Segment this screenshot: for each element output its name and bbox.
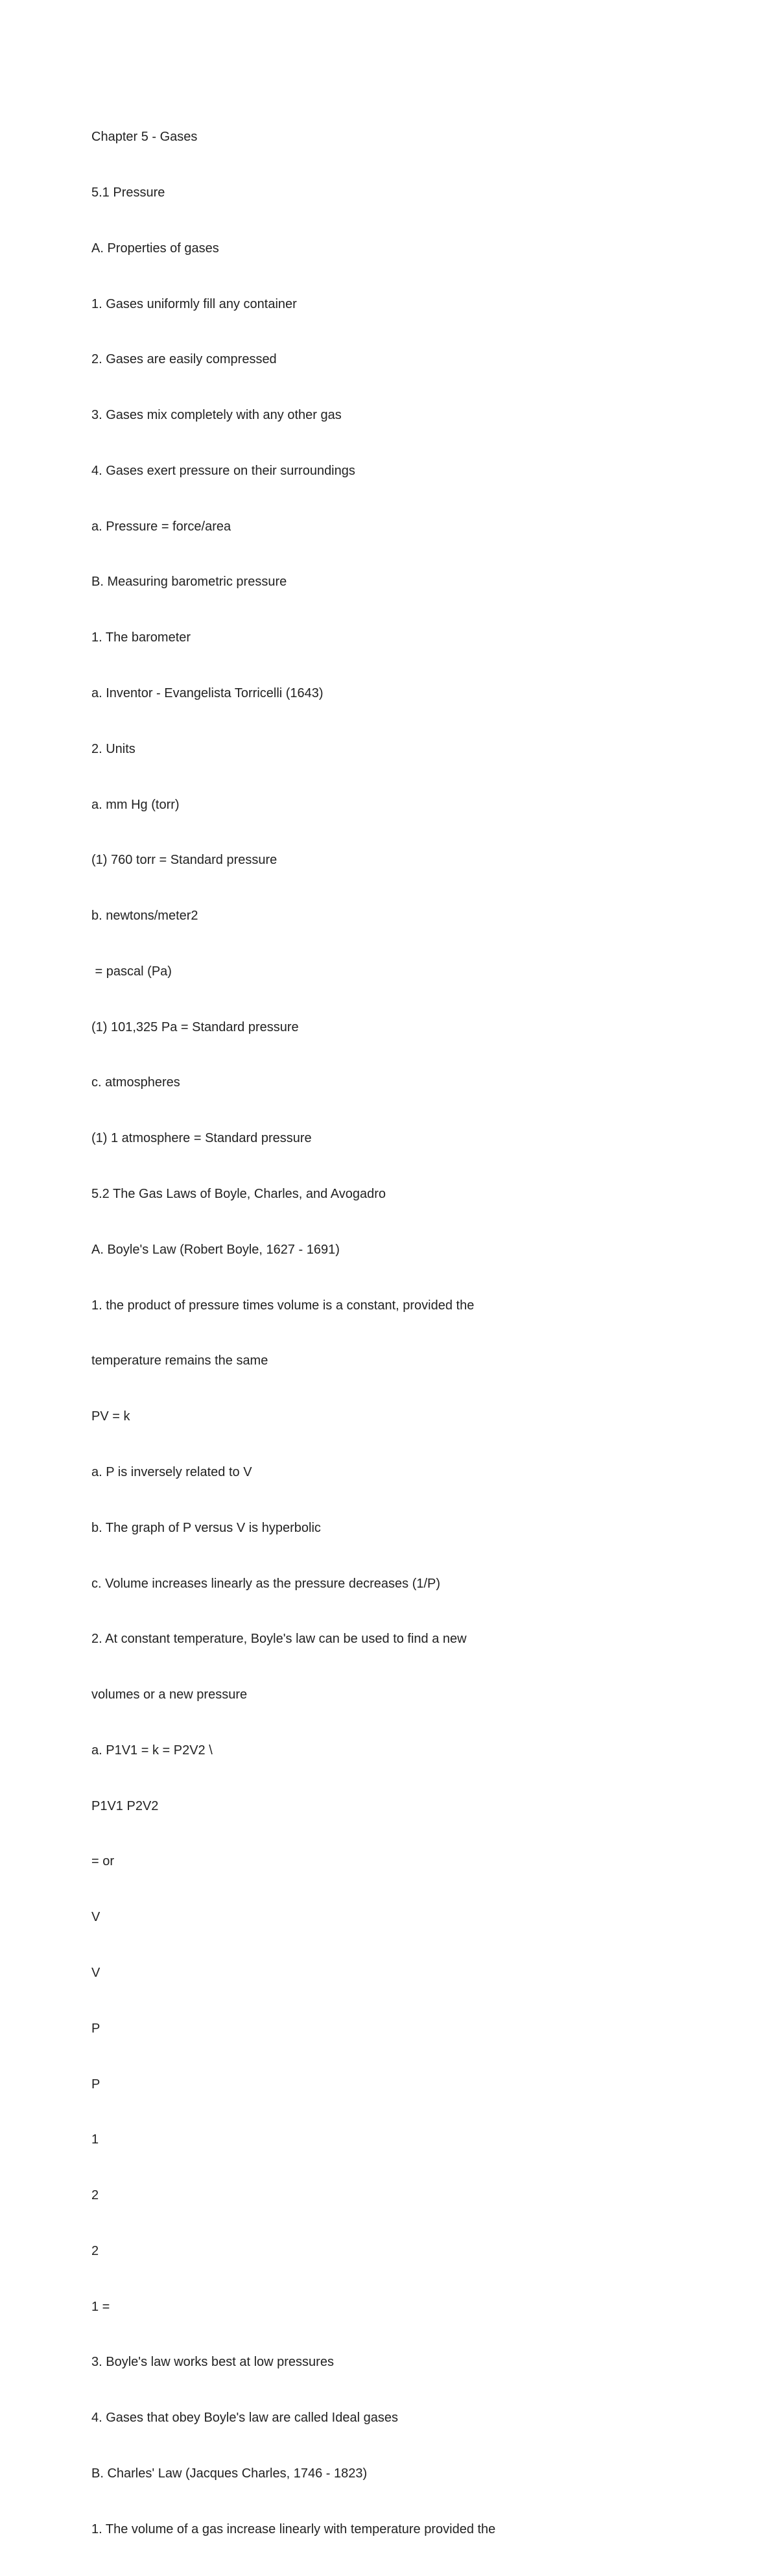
formula-line: 1 [91,2132,99,2147]
text-line: b. The graph of P versus V is hyperbolic [91,1520,321,1535]
text-line: A. Boyle's Law (Robert Boyle, 1627 - 1691) [91,1242,340,1257]
text-line: B. Measuring barometric pressure [91,575,287,590]
section-heading: 5.2 The Gas Laws of Boyle, Charles, and Avogadro [91,1187,386,1202]
formula-line: = or [91,1854,115,1869]
text-line: 1. the product of pressure times volume is a constant, provided the [91,1298,475,1313]
formula-line: 2 [91,2188,99,2203]
text-line: 4. Gases that obey Boyle's law are called Ideal gases [91,2411,398,2426]
formula-line: 1 = [91,2299,110,2314]
text-line: (1) 1 atmosphere = Standard pressure [91,1131,312,1146]
text-line: B. Charles' Law (Jacques Charles, 1746 - 1823) [91,2466,368,2481]
chapter-title: Chapter 5 - Gases [91,130,198,145]
formula-line: a. P1V1 = k = P2V2 \ [91,1743,213,1758]
text-line: 1. Gases uniformly fill any container [91,296,297,311]
text-line: 1. The barometer [91,630,191,645]
text-line: b. newtons/meter2 [91,909,198,924]
text-line: (1) 101,325 Pa = Standard pressure [91,1020,299,1034]
text-line: 1. The volume of a gas increase linearly with temperature provided the [91,2522,496,2536]
formula-line: 2 [91,2243,99,2258]
document-body [91,91,545,2576]
text-line: volumes or a new pressure [91,1688,248,1702]
text-line: a. P is inversely related to V [91,1464,252,1479]
text-line: c. Volume increases linearly as the pressure decreases (1/P) [91,1576,441,1591]
formula-line: P [91,2021,100,2036]
text-line: 4. Gases exert pressure on their surroundings [91,463,355,478]
formula-line: V [91,1965,100,1980]
section-heading: 5.1 Pressure [91,185,165,200]
text-line: 3. Boyle's law works best at low pressures [91,2355,334,2370]
formula-line: V [91,1910,100,1925]
text-line: = pascal (Pa) [91,964,172,979]
formula-line: P [91,2077,100,2092]
text-line: (1) 760 torr = Standard pressure [91,853,277,868]
text-line: a. Inventor - Evangelista Torricelli (1643) [91,686,324,700]
text-line: temperature remains the same [91,1354,268,1368]
formula-line: PV = k [91,1409,130,1424]
text-line: 2. At constant temperature, Boyle's law can be used to find a new [91,1632,467,1647]
formula-line: P1V1 P2V2 [91,1798,159,1813]
text-line: c. atmospheres [91,1075,180,1090]
text-line: 3. Gases mix completely with any other gas [91,408,342,423]
text-line: a. Pressure = force/area [91,519,231,534]
text-line: A. Properties of gases [91,241,219,256]
text-line: a. mm Hg (torr) [91,797,180,812]
text-line: 2. Units [91,741,136,756]
text-line: 2. Gases are easily compressed [91,352,277,367]
